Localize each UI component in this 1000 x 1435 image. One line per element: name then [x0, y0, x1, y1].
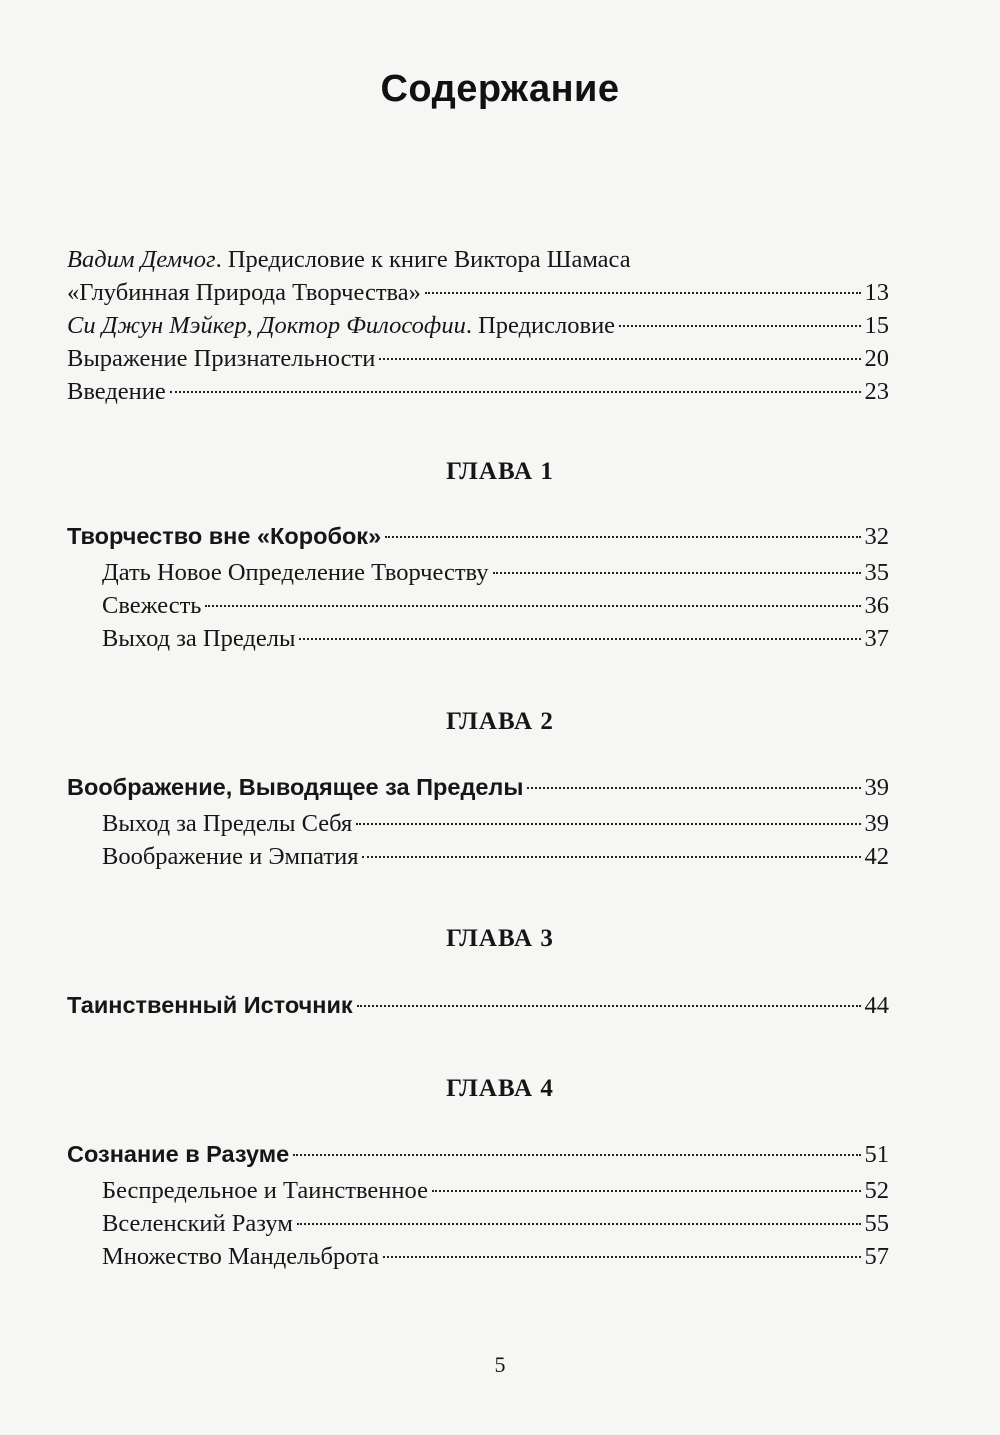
toc-entry-page: 55	[864, 1210, 889, 1237]
toc-entry-page: 42	[864, 843, 889, 870]
toc-entry-page: 57	[864, 1243, 889, 1270]
dot-leader	[297, 1222, 861, 1225]
toc-chapter-entry[interactable]	[67, 767, 889, 807]
dot-leader	[493, 571, 861, 574]
front-matter	[67, 243, 889, 408]
dot-leader	[379, 357, 860, 360]
dot-leader	[205, 604, 860, 607]
dot-leader	[432, 1189, 861, 1192]
toc-entry-title: Введение	[67, 378, 166, 405]
toc-entry-title: Вселенский Разум	[102, 1210, 293, 1237]
dot-leader	[357, 1004, 861, 1007]
dot-leader	[299, 637, 860, 640]
toc-subentry[interactable]	[67, 556, 889, 589]
dot-leader	[170, 390, 861, 393]
toc-entry[interactable]	[67, 342, 889, 375]
chapter-1-section	[67, 516, 889, 655]
toc-chapter-entry[interactable]	[67, 1134, 889, 1174]
toc-entry-title: Воображение и Эмпатия	[102, 843, 359, 870]
chapter-2-section	[67, 767, 889, 873]
toc-entry-title: Свежесть	[102, 592, 202, 619]
page-title: Содержание	[380, 68, 620, 110]
toc-subentry[interactable]	[67, 1207, 889, 1240]
toc-subentry[interactable]	[67, 1174, 889, 1207]
toc-entry[interactable]	[67, 309, 889, 342]
toc-entry-author: Вадим Демчог	[67, 246, 216, 273]
toc-subentry[interactable]	[67, 1240, 889, 1273]
toc-entry-title: Выход за Пределы	[102, 625, 296, 652]
toc-entry-line1	[67, 243, 889, 276]
dot-leader	[383, 1255, 860, 1258]
toc-subentry[interactable]	[67, 840, 889, 873]
chapter-heading: ГЛАВА 3	[446, 925, 554, 952]
chapter-3-section	[67, 985, 889, 1025]
toc-entry-title: Выход за Пределы Себя	[102, 810, 353, 837]
dot-leader	[425, 291, 861, 294]
toc-chapter-entry[interactable]	[67, 985, 889, 1025]
toc-entry-title: Выражение Признательности	[67, 345, 376, 372]
toc-entry-page: 51	[864, 1141, 889, 1168]
toc-entry-page: 39	[864, 774, 889, 801]
dot-leader	[293, 1153, 860, 1156]
chapter-4-section	[67, 1134, 889, 1273]
toc-entry-title: . Предисловие к книге Виктора Шамаса	[215, 246, 631, 273]
toc-entry-page: 36	[864, 592, 889, 619]
toc-entry-title: Таинственный Источник	[67, 992, 353, 1018]
toc-entry-rest: . Предисловие	[465, 312, 616, 339]
toc-entry-page: 35	[864, 559, 889, 586]
toc-entry-page: 15	[864, 312, 889, 339]
toc-entry-page: 44	[864, 992, 889, 1019]
toc-entry[interactable]	[67, 276, 889, 309]
toc-entry-title: Воображение, Выводящее за Пределы	[67, 774, 524, 800]
toc-entry-title: Беспредельное и Таинственное	[102, 1177, 428, 1204]
toc-entry-title: Творчество вне «Коробок»	[67, 523, 382, 549]
dot-leader	[362, 855, 860, 858]
toc-entry-page: 23	[864, 378, 889, 405]
toc-entry-page: 37	[864, 625, 889, 652]
toc-entry-page: 52	[864, 1177, 889, 1204]
chapter-heading: ГЛАВА 4	[446, 1075, 554, 1102]
toc-entry-title	[67, 309, 615, 342]
toc-subentry[interactable]	[67, 807, 889, 840]
toc-entry-title: Множество Мандельброта	[102, 1243, 380, 1270]
dot-leader	[619, 324, 860, 327]
toc-entry-title: Дать Новое Определение Творчеству	[102, 559, 489, 586]
toc-chapter-entry[interactable]	[67, 516, 889, 556]
toc-subentry[interactable]	[67, 589, 889, 622]
toc-entry-title: Сознание в Разуме	[67, 1141, 290, 1167]
toc-entry-page: 39	[864, 810, 889, 837]
toc-subentry[interactable]	[67, 622, 889, 655]
dot-leader	[527, 786, 860, 789]
chapter-heading: ГЛАВА 1	[446, 458, 554, 485]
toc-entry[interactable]	[67, 375, 889, 408]
page-number: 5	[494, 1352, 506, 1377]
toc-entry-page: 13	[864, 279, 889, 306]
dot-leader	[385, 535, 860, 538]
dot-leader	[356, 822, 860, 825]
chapter-heading: ГЛАВА 2	[446, 708, 554, 735]
toc-entry-title: «Глубинная Природа Творчества»	[67, 279, 421, 306]
toc-entry-page: 20	[864, 345, 889, 372]
toc-entry-page: 32	[864, 523, 889, 550]
toc-entry-author: Си Джун Мэйкер, Доктор Философии	[67, 312, 466, 339]
